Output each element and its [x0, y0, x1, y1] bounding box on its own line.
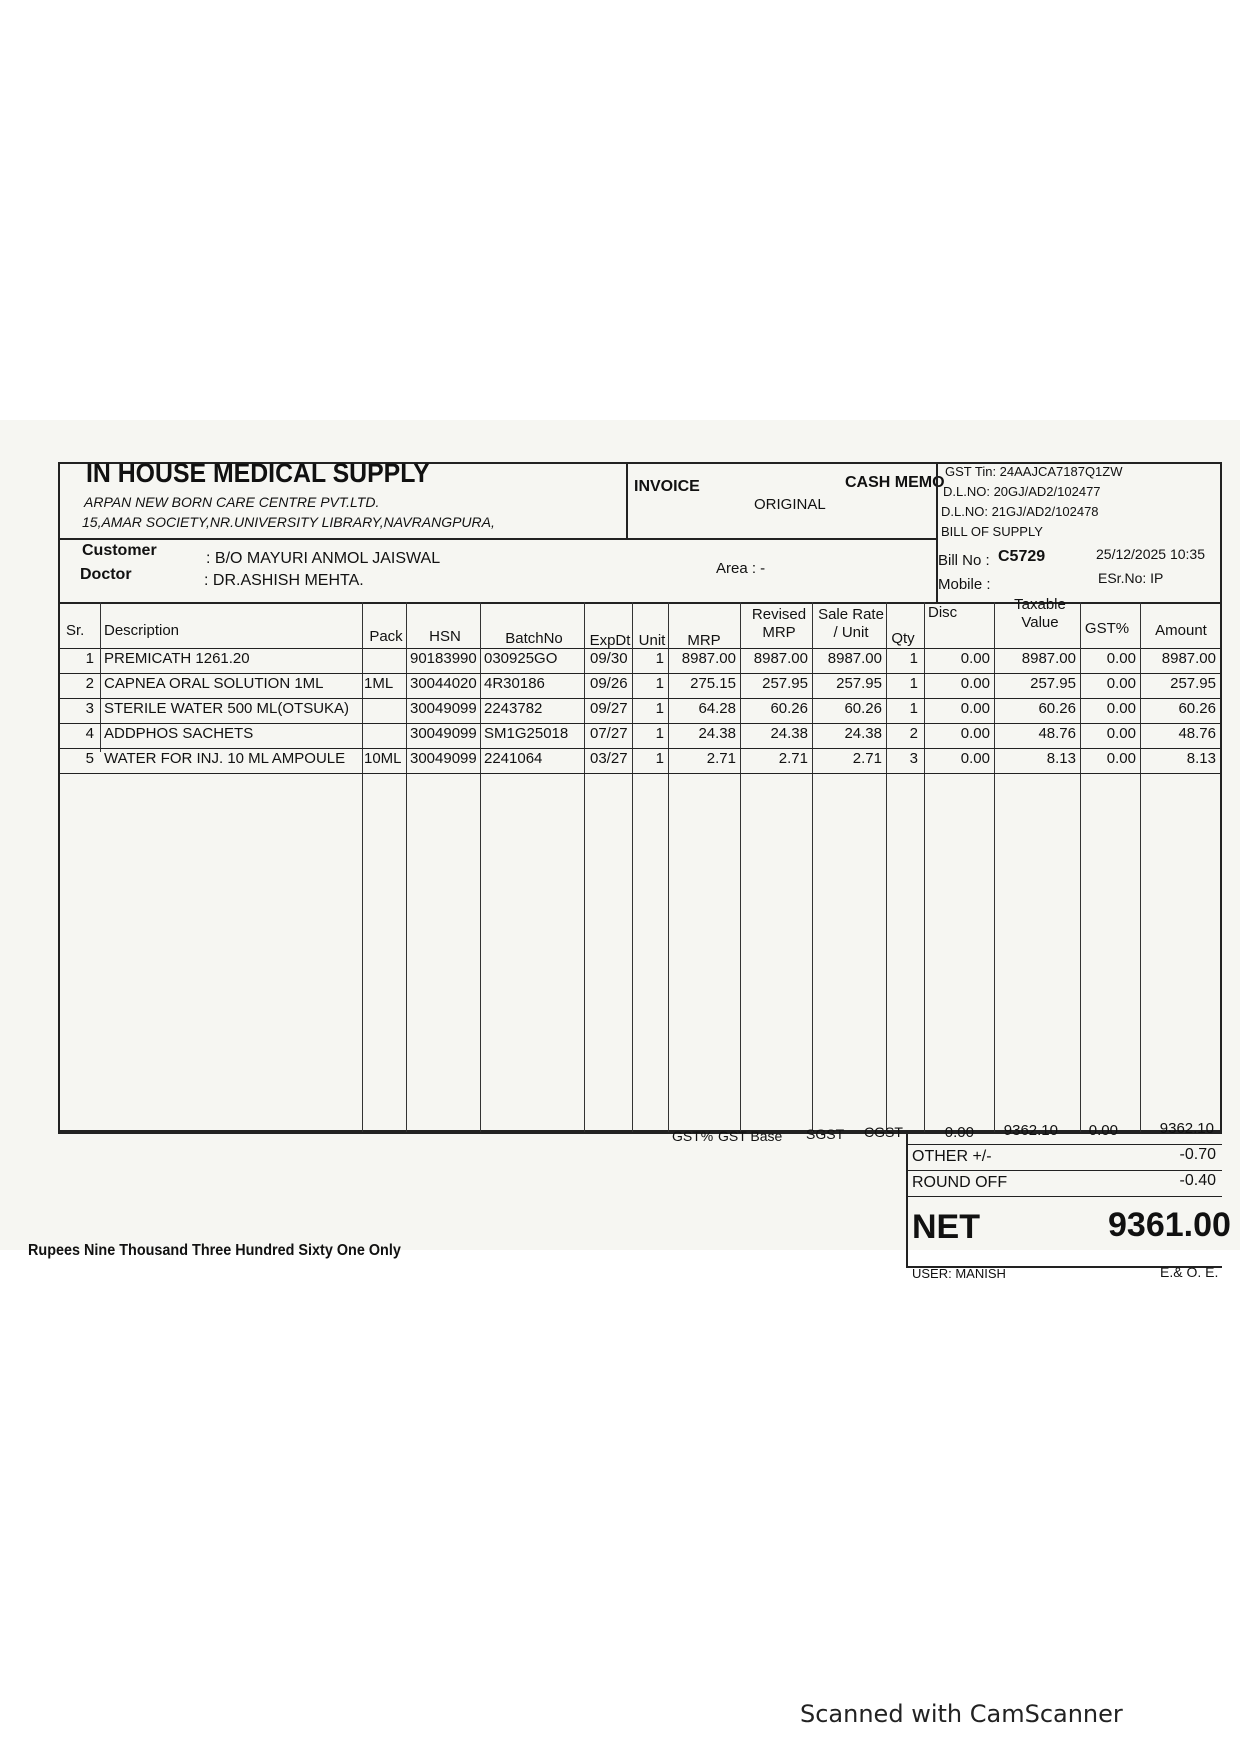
divider [632, 602, 633, 1132]
cell-unit: 1 [655, 750, 664, 767]
total-amount: 9362.10 [1159, 1120, 1214, 1137]
doctor-value: : DR.ASHISH MEHTA. [204, 572, 364, 589]
row-divider [58, 698, 1222, 699]
cell-mrp: 2.71 [706, 750, 736, 767]
net-value: 9361.00 [1108, 1206, 1231, 1244]
cell-unit: 1 [655, 700, 664, 717]
cell-disc: 0.00 [960, 750, 990, 767]
cell-disc: 0.00 [960, 725, 990, 742]
cell-revised-mrp: 24.38 [770, 725, 808, 742]
cell-revised-mrp: 2.71 [778, 750, 808, 767]
cell-amount: 257.95 [1170, 675, 1216, 692]
cell-revised-mrp: 257.95 [762, 675, 808, 692]
summary-gst-base: GST Base [718, 1128, 783, 1144]
shop-name: IN HOUSE MEDICAL SUPPLY [86, 458, 430, 488]
cell-batch: 2241064 [484, 750, 543, 767]
cell-amount: 48.76 [1178, 725, 1216, 742]
divider [924, 602, 925, 1132]
divider [626, 462, 628, 538]
camscanner-watermark: Scanned with CamScanner [800, 1700, 1123, 1728]
col-header-qty: Qty [891, 630, 915, 647]
cell-qty: 1 [909, 650, 918, 667]
row-divider [58, 723, 1222, 724]
cell-description: ADDPHOS SACHETS [104, 725, 254, 742]
cell-sale-rate: 257.95 [836, 675, 882, 692]
doctor-label: Doctor [80, 566, 132, 583]
col-header-hsn: HSN [429, 628, 461, 645]
summary-sgst: SGST [806, 1126, 845, 1142]
cell-sr: 4 [85, 725, 94, 742]
divider [480, 602, 481, 1132]
divider [886, 602, 887, 1132]
cell-taxable: 257.95 [1030, 675, 1076, 692]
col-header-expdt: ExpDt [589, 632, 631, 649]
cell-qty: 1 [909, 700, 918, 717]
cell-unit: 1 [655, 725, 664, 742]
col-header-description: Description [104, 622, 180, 639]
divider [406, 602, 407, 1132]
cell-expdt: 03/27 [590, 750, 628, 767]
cell-description: WATER FOR INJ. 10 ML AMPOULE [104, 750, 346, 767]
divider [812, 602, 813, 1132]
cell-batch: SM1G25018 [484, 725, 569, 742]
cell-mrp: 64.28 [698, 700, 736, 717]
cell-description: PREMICATH 1261.20 [104, 650, 250, 667]
col-header-sale-rate: Sale Rate / Unit [818, 606, 884, 641]
cell-hsn: 30049099 [410, 700, 477, 717]
col-header-pack: Pack [369, 628, 403, 645]
divider [994, 602, 995, 1132]
eoe-label: E.& O. E. [1160, 1264, 1219, 1280]
cell-sr: 2 [85, 675, 94, 692]
cell-batch: 2243782 [484, 700, 543, 717]
cell-amount: 8.13 [1186, 750, 1216, 767]
divider [906, 1132, 908, 1266]
cell-amount: 60.26 [1178, 700, 1216, 717]
col-header-unit: Unit [638, 632, 666, 649]
divider [740, 602, 741, 1132]
col-header-amount: Amount [1155, 622, 1207, 639]
divider [906, 1196, 1222, 1197]
customer-label: Customer [82, 542, 157, 559]
row-divider [58, 748, 1222, 749]
esr-number: ESr.No: IP [1098, 570, 1164, 586]
roundoff-value: -0.40 [1179, 1172, 1216, 1189]
cell-disc: 0.00 [960, 675, 990, 692]
divider [584, 602, 585, 1132]
divider [362, 602, 363, 1132]
divider [58, 538, 938, 540]
gst-tin: GST Tin: 24AAJCA7187Q1ZW [945, 464, 1123, 479]
col-header-revised-mrp: Revised MRP [751, 606, 807, 641]
row-divider [58, 673, 1222, 674]
cell-mrp: 8987.00 [681, 650, 736, 667]
cell-taxable: 8987.00 [1021, 650, 1076, 667]
divider [1140, 602, 1141, 1132]
other-label: OTHER +/- [912, 1148, 992, 1165]
row-divider [58, 773, 1222, 774]
cell-description: STERILE WATER 500 ML(OTSUKA) [104, 700, 350, 717]
user-label: USER: MANISH [912, 1266, 1006, 1281]
bill-datetime: 25/12/2025 10:35 [1096, 546, 1205, 562]
other-value: -0.70 [1179, 1146, 1216, 1163]
invoice-label: INVOICE [634, 478, 700, 495]
cell-disc: 0.00 [960, 650, 990, 667]
cell-amount: 8987.00 [1161, 650, 1216, 667]
summary-gst-pct: GST% [672, 1128, 714, 1144]
cell-revised-mrp: 8987.00 [753, 650, 808, 667]
customer-value: : B/O MAYURI ANMOL JAISWAL [206, 550, 441, 567]
cash-memo-label: CASH MEMO [845, 474, 945, 491]
cell-hsn: 30044020 [410, 675, 477, 692]
summary-cgst: CGST [864, 1124, 903, 1140]
dl-number-2: D.L.NO: 21GJ/AD2/102478 [941, 504, 1099, 519]
col-header-disc: Disc [928, 604, 958, 621]
divider [58, 648, 1222, 649]
original-label: ORIGINAL [754, 496, 826, 513]
cell-gst: 0.00 [1106, 650, 1136, 667]
cell-hsn: 90183990 [410, 650, 477, 667]
divider [906, 1170, 1222, 1171]
bill-no-value: C5729 [998, 548, 1046, 565]
cell-qty: 3 [909, 750, 918, 767]
dl-number-1: D.L.NO: 20GJ/AD2/102477 [943, 484, 1101, 499]
amount-in-words: Rupees Nine Thousand Three Hundred Sixty One Only [28, 1242, 401, 1259]
total-disc: 0.00 [944, 1124, 974, 1141]
cell-unit: 1 [655, 650, 664, 667]
net-label: NET [912, 1208, 980, 1246]
area-field: Area : - [716, 560, 766, 577]
divider [100, 602, 101, 752]
cell-taxable: 48.76 [1038, 725, 1076, 742]
cell-pack: 10ML [364, 750, 402, 767]
cell-qty: 1 [909, 675, 918, 692]
cell-gst: 0.00 [1106, 675, 1136, 692]
cell-mrp: 275.15 [690, 675, 736, 692]
total-taxable: 9362.10 [1003, 1122, 1058, 1139]
cell-sr: 5 [85, 750, 94, 767]
cell-hsn: 30049099 [410, 725, 477, 742]
cell-sr: 1 [85, 650, 94, 667]
cell-hsn: 30049099 [410, 750, 477, 767]
cell-sale-rate: 24.38 [844, 725, 882, 742]
cell-gst: 0.00 [1106, 750, 1136, 767]
cell-sale-rate: 2.71 [852, 750, 882, 767]
divider [1080, 602, 1081, 1132]
cell-sale-rate: 60.26 [844, 700, 882, 717]
cell-description: CAPNEA ORAL SOLUTION 1ML [104, 675, 324, 692]
cell-mrp: 24.38 [698, 725, 736, 742]
divider [906, 1144, 1222, 1145]
col-header-mrp: MRP [687, 632, 721, 649]
cell-batch: 030925GO [484, 650, 558, 667]
cell-expdt: 07/27 [590, 725, 628, 742]
roundoff-label: ROUND OFF [912, 1174, 1008, 1191]
col-header-batch: BatchNo [505, 630, 563, 647]
cell-gst: 0.00 [1106, 700, 1136, 717]
bill-of-supply: BILL OF SUPPLY [941, 524, 1043, 539]
shop-line-1: ARPAN NEW BORN CARE CENTRE PVT.LTD. [84, 494, 380, 510]
cell-pack: 1ML [364, 675, 394, 692]
cell-expdt: 09/26 [590, 675, 628, 692]
cell-expdt: 09/27 [590, 700, 628, 717]
col-header-sr: Sr. [66, 622, 85, 639]
cell-disc: 0.00 [960, 700, 990, 717]
cell-sr: 3 [85, 700, 94, 717]
cell-taxable: 60.26 [1038, 700, 1076, 717]
cell-batch: 4R30186 [484, 675, 545, 692]
cell-expdt: 09/30 [590, 650, 628, 667]
cell-qty: 2 [909, 725, 918, 742]
bill-no-label: Bill No : [938, 552, 990, 569]
total-gst: 0.00 [1088, 1122, 1118, 1139]
cell-unit: 1 [655, 675, 664, 692]
mobile-label: Mobile : [938, 576, 991, 593]
col-header-taxable: Taxable Value [1014, 596, 1066, 631]
shop-line-2: 15,AMAR SOCIETY,NR.UNIVERSITY LIBRARY,NAVRANGPURA, [82, 514, 495, 530]
col-header-gst: GST% [1084, 620, 1130, 637]
cell-revised-mrp: 60.26 [770, 700, 808, 717]
cell-taxable: 8.13 [1046, 750, 1076, 767]
cell-sale-rate: 8987.00 [827, 650, 882, 667]
cell-gst: 0.00 [1106, 725, 1136, 742]
divider [668, 602, 669, 1132]
